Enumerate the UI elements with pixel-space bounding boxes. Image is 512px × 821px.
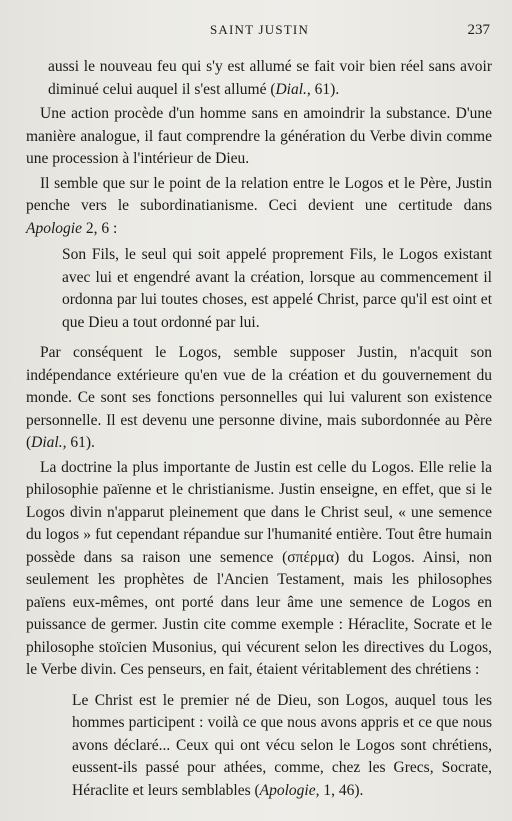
text-run: 2, 6 : <box>81 219 118 237</box>
quote-text: Son Fils, le seul qui soit appelé proprement Fils, le Logos existant avec lui et engendré avant la création, lorsque au commencement il ordonna par lui toutes choses, est appelé Christ, parce qu'il est oint et que Dieu a tout ordonné par lui. <box>62 246 492 331</box>
text-run: La doctrine la plus importante de Justin est celle du Logos. Elle relie la philosophie païenne et le christianisme. Justin enseigne, en effet, que si le Logos divin n'apparut pleinement que dans le Christ seul, « une semence du logos » fut cependant répandue sur l'humanité entière. Tout être humain possède dans sa raison une semence (σπέρμα) du Logos. Ainsi, non seulement les prophètes de l'Ancien Testament, mais les philosophes païens eux-mêmes, ont porté dans leur âme une semence de Logos en puissance de germer. Justin cite comme exemple : Héraclite, Socrate et le philosophe stoïcien Musonius, qui vécurent selon les directives du Logos, le Verbe divin. Ces penseurs, en fait, étaient véritablement des chrétiens : <box>26 458 492 678</box>
quote-text: 1, 46). <box>319 781 364 799</box>
running-header <box>0 20 512 44</box>
paragraph <box>26 103 492 171</box>
text-run: aussi le nouveau feu qui s'y est allumé se fait voir bien réel sans avoir diminué celui auquel il s'est allumé ( <box>48 58 492 98</box>
block-quote <box>26 690 492 803</box>
paragraph <box>26 173 492 241</box>
text-run: Il semble que sur le point de la relation entre le Logos et le Père, Justin penche vers le subordinatianisme. Ceci devient une certitude dans <box>26 174 492 214</box>
text-run: 61). <box>66 434 95 451</box>
quote-text: Le Christ est le premier né de Dieu, son Logos, auquel tous les hommes participent : voilà ce que nous avons appris et ce que nous avons déclaré... Ceux qui ont vécu selon le Logos sont chrétiens, eussent-ils passé pour athées, comme, chez les Grecs, Socrate, Héraclite et leurs semblables ( <box>72 691 492 799</box>
paragraph-continuation <box>26 56 492 101</box>
citation-dial: Dial., <box>275 80 311 98</box>
citation-apologie: Apologie, <box>259 781 320 799</box>
text-run: Par conséquent le Logos, semble supposer Justin, n'acquit son indépendance extérieure qu'en vue de la création et du gouvernement du monde. Ce sont ses fonctions personnelles qui lui valurent son existence personnelle. Il est devenu une personne divine, mais subordonnée au Père ( <box>26 344 492 451</box>
paragraph <box>26 342 492 455</box>
running-title: SAINT JUSTIN <box>210 22 310 37</box>
text-run: Une action procède d'un homme sans en amoindrir la substance. D'une manière analogue, il faut comprendre la génération du Verbe divin comme une procession à l'intérieur de Dieu. <box>26 105 492 167</box>
block-quote <box>26 244 492 334</box>
paragraph <box>26 457 492 682</box>
body-text <box>26 56 492 810</box>
text-run: 61). <box>310 80 340 98</box>
page-number: 237 <box>467 22 490 38</box>
citation-apologie: Apologie <box>26 219 82 237</box>
citation-dial: Dial., <box>31 434 67 451</box>
